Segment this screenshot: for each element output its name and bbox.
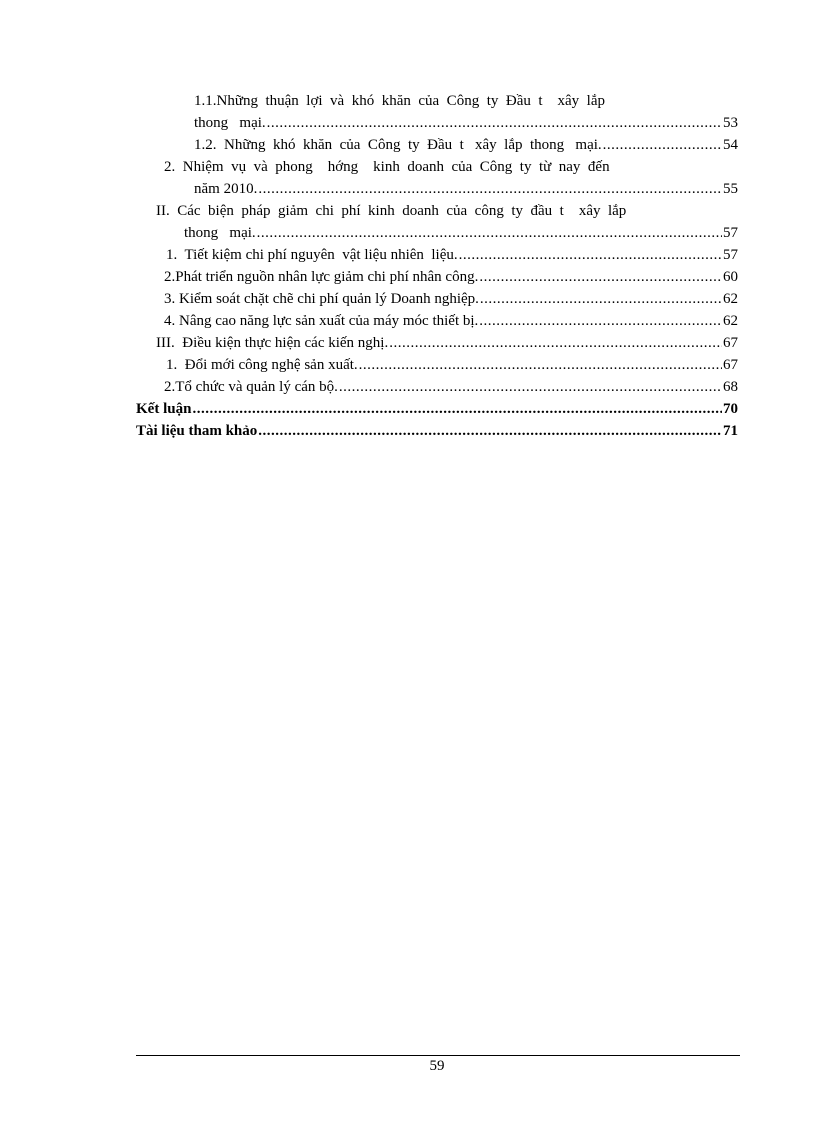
dot-leader bbox=[480, 288, 722, 310]
page-number: 59 bbox=[429, 1058, 445, 1074]
table-of-contents bbox=[136, 90, 738, 442]
toc-entry-title: 1.1.Những thuận lợi và khó khăn của Công ty Đầu t xây lắp bbox=[194, 93, 605, 109]
toc-entry-title: 1. Đổi mới công nghệ sản xuất. bbox=[166, 357, 358, 373]
toc-entry bbox=[136, 200, 738, 244]
toc-entry-title: 1.2. Những khó khăn của Công ty Đầu t xây lắp thong mại. bbox=[194, 137, 602, 153]
dot-leader bbox=[389, 332, 722, 354]
toc-page-number: 70 bbox=[723, 401, 738, 417]
toc-page-number: 67 bbox=[723, 335, 738, 351]
toc-entry-title-cont: thong mại. bbox=[194, 115, 266, 131]
dot-leader bbox=[192, 398, 722, 420]
toc-entry bbox=[136, 420, 738, 442]
toc-page-number: 62 bbox=[723, 313, 738, 329]
dot-leader bbox=[479, 266, 722, 288]
dot-leader bbox=[479, 310, 722, 332]
toc-entry-title: 4. Nâng cao năng lực sản xuất của máy móc thiết bị. bbox=[164, 313, 479, 329]
toc-entry-title: Tài liệu tham khảo bbox=[136, 423, 258, 439]
dot-leader bbox=[258, 178, 722, 200]
toc-entry bbox=[136, 156, 738, 200]
toc-entry bbox=[136, 244, 738, 266]
toc-page-number: 54 bbox=[723, 137, 738, 153]
dot-leader bbox=[267, 112, 722, 134]
dot-leader bbox=[459, 244, 722, 266]
toc-page-number: 71 bbox=[723, 423, 738, 439]
toc-entry-title: 2. Nhiệm vụ và phong hớng kinh doanh của Công ty từ nay đến bbox=[164, 159, 610, 175]
toc-entry-title-cont: năm 2010. bbox=[194, 181, 258, 197]
footer-rule bbox=[136, 1055, 740, 1056]
toc-entry bbox=[136, 332, 738, 354]
toc-entry bbox=[136, 376, 738, 398]
toc-page-number: 60 bbox=[723, 269, 738, 285]
toc-entry bbox=[136, 310, 738, 332]
toc-entry bbox=[136, 134, 738, 156]
toc-entry bbox=[136, 354, 738, 376]
toc-entry-title: 2.Phát triển nguồn nhân lực giảm chi phí nhân công. bbox=[164, 269, 479, 285]
toc-entry-title: 3. Kiểm soát chặt chẽ chi phí quản lý Doanh nghiệp. bbox=[164, 291, 479, 307]
toc-entry bbox=[136, 288, 738, 310]
toc-entry-title: 2.Tổ chức và quản lý cán bộ. bbox=[164, 379, 338, 395]
toc-entry-title-cont: thong mại. bbox=[184, 225, 256, 241]
dot-leader bbox=[603, 134, 722, 156]
toc-page-number: 57 bbox=[723, 247, 738, 263]
dot-leader bbox=[339, 376, 722, 398]
toc-page-number: 53 bbox=[723, 115, 738, 131]
toc-entry bbox=[136, 90, 738, 134]
toc-entry-title: 1. Tiết kiệm chi phí nguyên vật liệu nhiên liệu. bbox=[166, 247, 458, 263]
dot-leader bbox=[257, 222, 722, 244]
toc-page-number: 62 bbox=[723, 291, 738, 307]
toc-entry-title: II. Các biện pháp giảm chi phí kinh doanh của công ty đầu t xây lắp bbox=[156, 203, 627, 219]
toc-page-number: 68 bbox=[723, 379, 738, 395]
toc-entry bbox=[136, 398, 738, 420]
toc-entry bbox=[136, 266, 738, 288]
dot-leader bbox=[359, 354, 722, 376]
toc-page-number: 57 bbox=[723, 225, 738, 241]
dot-leader bbox=[258, 420, 722, 442]
toc-entry-title: Kết luận bbox=[136, 401, 192, 417]
toc-page-number: 55 bbox=[723, 181, 738, 197]
toc-entry-title: III. Điều kiện thực hiện các kiến nghị. bbox=[156, 335, 389, 351]
toc-page-number: 67 bbox=[723, 357, 738, 373]
